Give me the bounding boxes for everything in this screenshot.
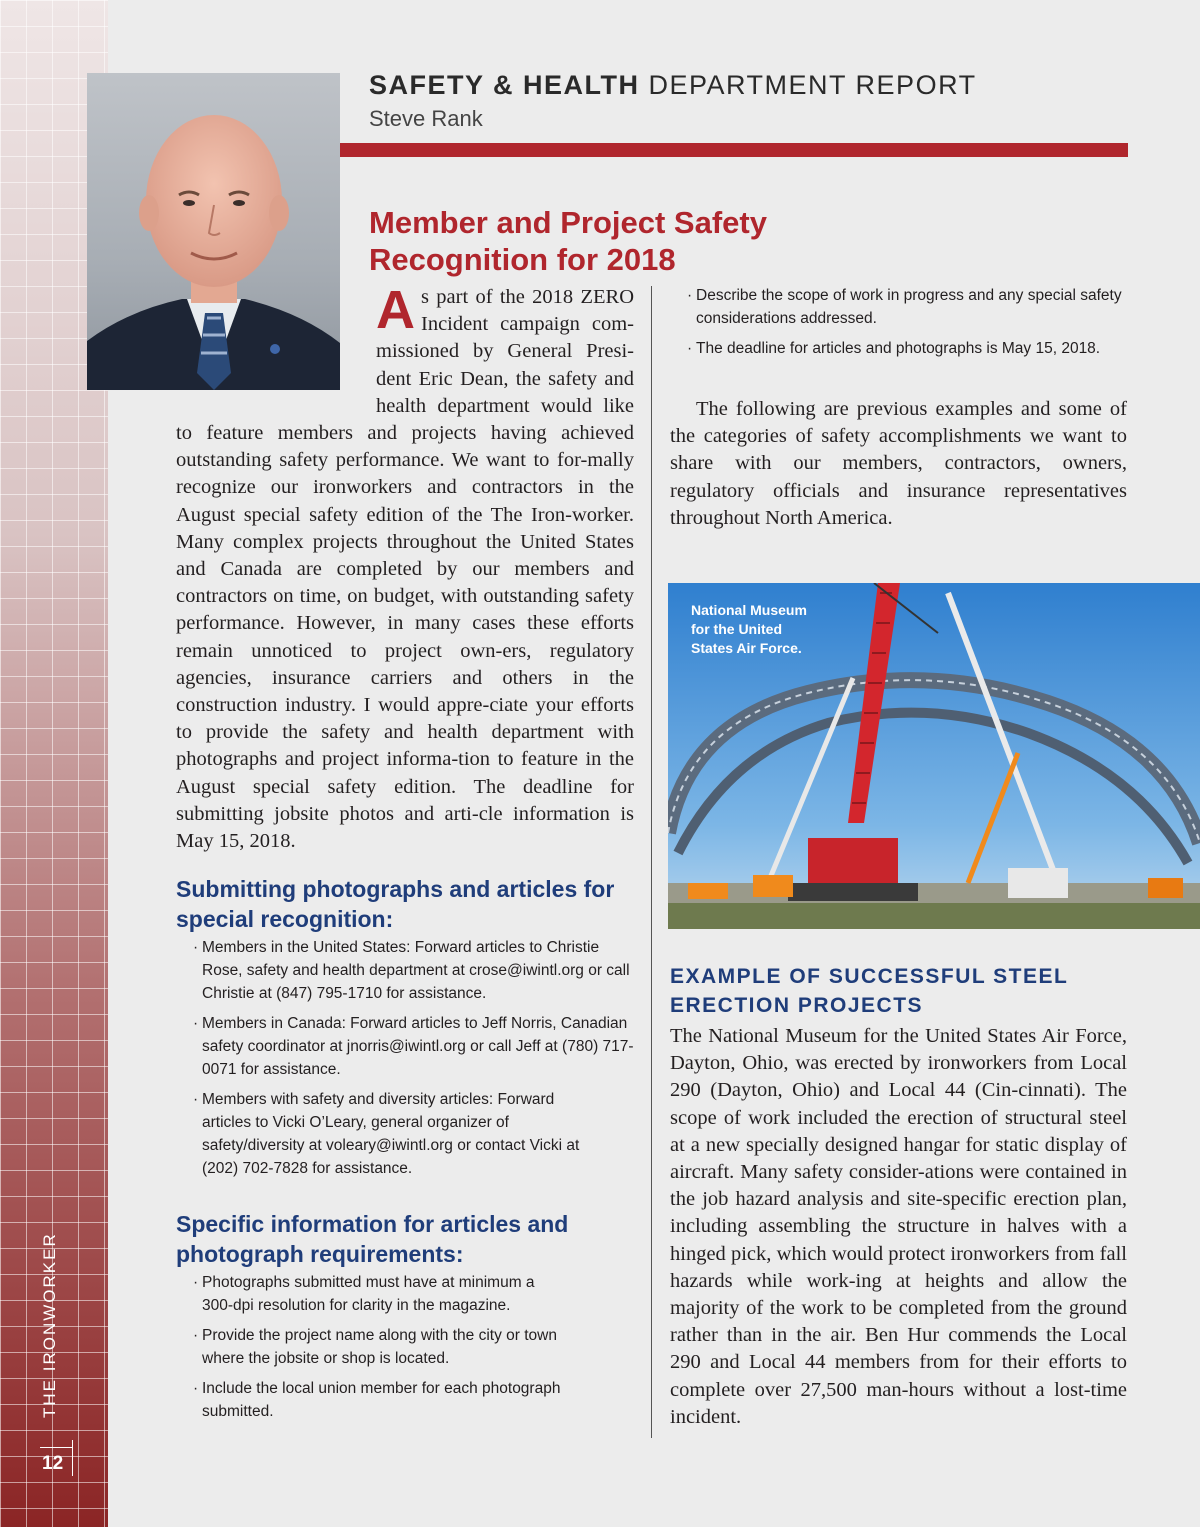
article-title: Member and Project Safety Recognition for 2018: [369, 205, 767, 277]
publication-name: THE IRONWORKER: [40, 1232, 59, 1418]
department-title-bold: SAFETY & HEALTH: [369, 70, 640, 100]
list-item: · Include the local union member for each photograph submitted.: [193, 1377, 602, 1423]
list-item: · Describe the scope of work in progress and any special safety considerations addressed.: [687, 284, 1127, 330]
column-divider: [651, 286, 652, 1438]
author-name: Steve Rank: [369, 106, 483, 131]
sidebar-divider: [72, 1440, 73, 1476]
list-item: · Members with safety and diversity articles: Forward articles to Vicki O’Leary, general organizer of safety/diversity at voleary@iwintl.org or contact Vicki at (202) 702-7828 for assistance.: [193, 1088, 602, 1180]
example-paragraph: The National Museum for the United States Air Force, Dayton, Ohio, was erected by ironworkers from Local 290 (Dayton, Ohio) and Local 44 (Cin-cinnati). The scope of work included the erection of structural steel at a new specially designed hangar for static display of aircraft. Many safety consider-ations were contained in the job hazard analysis and site-specific erection plan, including assembling the structure in halves with a hinged pick, which would protect ironworkers from fall hazards while work-ing at heights and allow the majority of the work to be completed from the ground rather than in the air. Ben Hur commends the Local 290 and Local 44 members from for their efforts to complete over 27,500 man-hours without a lost-time incident.: [670, 1025, 1127, 1428]
list-item: · Members in the United States: Forward articles to Christie Rose, safety and health department at crose@iwintl.org or call Christie at (847) 795-1710 for assistance.: [193, 936, 638, 1005]
header-rule: [340, 143, 1128, 157]
list-item: · Provide the project name along with the city or town where the jobsite or shop is located.: [193, 1324, 563, 1370]
photo-caption: National Museum for the United States Air Force.: [691, 602, 807, 656]
list-item: · The deadline for articles and photographs is May 15, 2018.: [687, 337, 1127, 360]
intro-paragraph: s part of the 2018 ZERO Incident campaign com-missioned by General Presi-dent Eric Dean, the safety and health department would like to feature members and projects having achieved outstanding safety performance. We want to for-mally recognize our ironworkers and contractors in the August special safety edition of the The Iron-worker. Many complex projects throughout the United States and Canada are completed by our members and contractors on time, on budget, with outstanding safety performance. However, in many cases these efforts remain unnoticed to project own-ers, regulatory agencies, insurance carriers and others in the construction industry. I would appre-ciate your efforts to provide the safety and health department with photographs and project informa-tion to feature in the August special safety edition. The deadline for submitting jobsite photos and arti-cle information is May 15, 2018.: [176, 286, 634, 853]
specific-list: [193, 1271, 563, 1423]
continued-list: [687, 284, 1127, 360]
list-item: · Members in Canada: Forward articles to Jeff Norris, Canadian safety coordinator at jnorris@iwintl.org or call Jeff at (780) 717-0071 for assistance.: [193, 1012, 638, 1081]
specific-heading: Specific information for articles and photograph requirements:: [176, 1211, 569, 1267]
sidebar-rule: [40, 1447, 72, 1448]
dropcap: A: [376, 280, 415, 340]
example-heading: EXAMPLE OF SUCCESSFUL STEEL ERECTION PROJECTS: [670, 965, 1068, 1017]
examples-intro-paragraph: The following are previous examples and some of the categories of safety accomplishments we want to share with our members, contractors, owners, regulatory officials and insurance representatives throughout North America.: [670, 398, 1127, 529]
submitting-heading: Submitting photographs and articles for special recognition:: [176, 876, 615, 932]
submitting-list: [193, 936, 638, 1180]
list-item: · Photographs submitted must have at minimum a 300-dpi resolution for clarity in the magazine.: [193, 1271, 563, 1317]
museum-construction-photo: [668, 583, 1200, 929]
department-title: [369, 70, 977, 101]
intro-column: [176, 280, 634, 855]
portrait-wrap-space: [176, 284, 376, 420]
department-title-rest: DEPARTMENT REPORT: [639, 70, 977, 100]
page-number: 12: [42, 1453, 64, 1474]
